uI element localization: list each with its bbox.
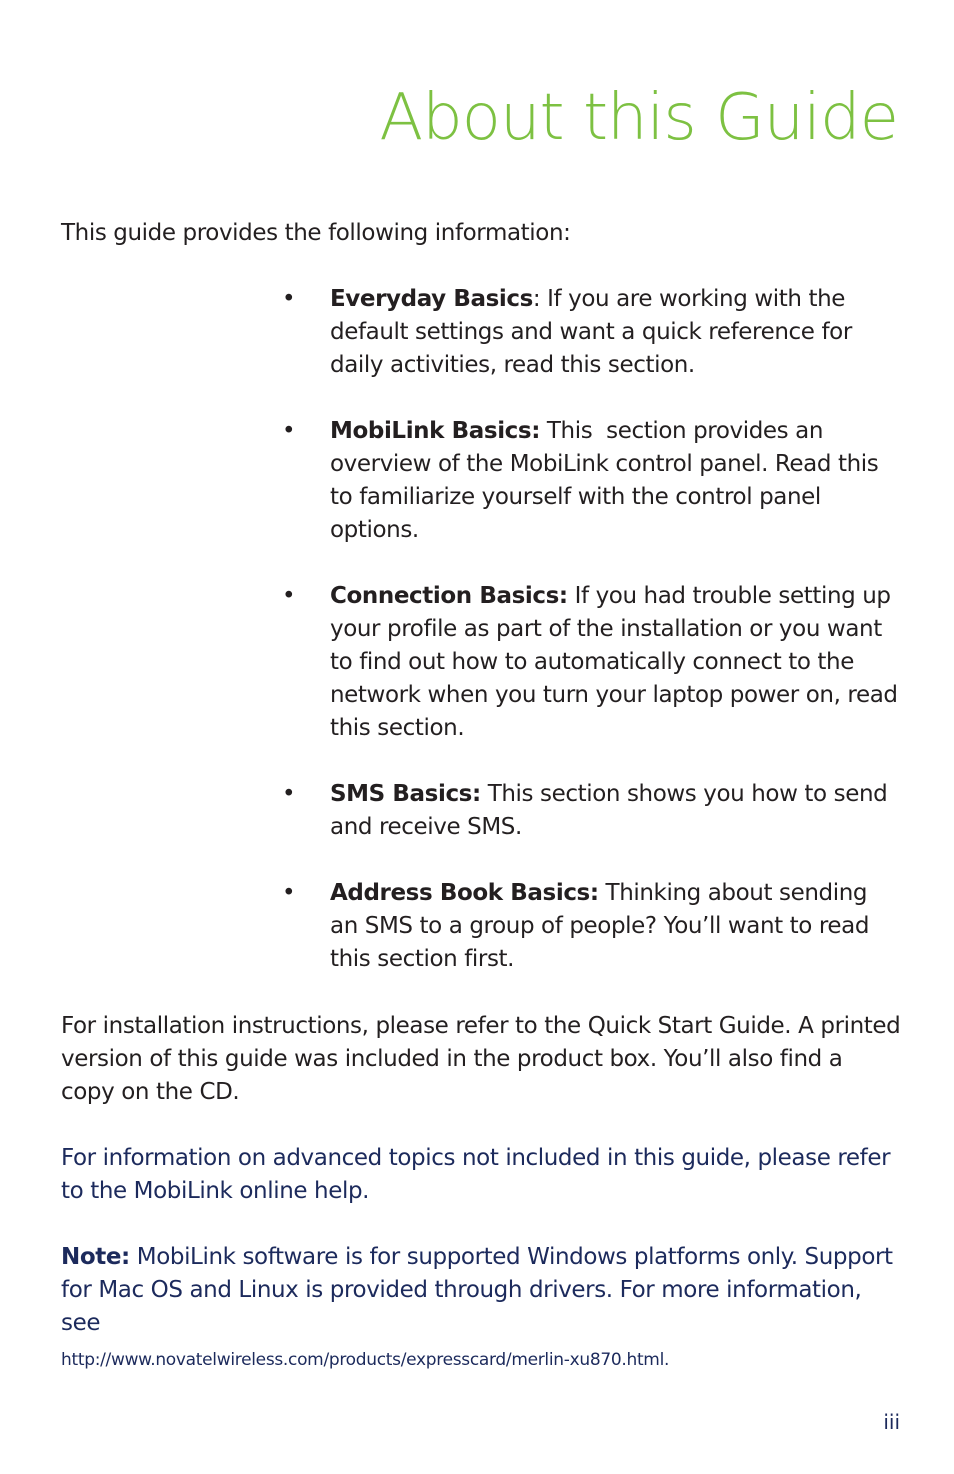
list-item-mobilink-basics <box>280 415 900 547</box>
bullet-icon: • <box>282 286 296 312</box>
list-item-term: Address Book Basics: <box>330 880 599 906</box>
bullet-icon: • <box>282 880 296 906</box>
list-item-term: SMS Basics: <box>330 781 481 807</box>
list-item-description: This section shows you how to send and receive SMS. <box>330 781 888 840</box>
intro-text: This guide provides the following information: <box>61 220 571 246</box>
list-item-everyday-basics <box>280 283 900 382</box>
list-item-term: MobiLink Basics: <box>330 418 540 444</box>
note-paragraph <box>61 1241 901 1340</box>
list-item-description: This section provides an overview of the MobiLink control panel. Read this to familiarize yourself with the control panel options. <box>330 418 886 543</box>
list-item-connection-basics <box>280 580 900 745</box>
bullet-icon: • <box>282 418 296 444</box>
note-label: Note: <box>61 1244 130 1270</box>
advanced-topics-paragraph: For information on advanced topics not included in this guide, please refer to the MobiLink online help. <box>61 1145 891 1204</box>
section-list <box>280 283 900 1009</box>
installation-paragraph: For installation instructions, please refer to the Quick Start Guide. A printed version of this guide was included in the product box. You’ll also find a copy on the CD. <box>61 1013 901 1105</box>
list-item-description: : If you are working with the default settings and want a quick reference for daily activities, read this section. <box>330 286 852 378</box>
page-title: About this Guide <box>379 81 898 155</box>
page-number: iii <box>883 1410 900 1434</box>
list-item-sms-basics <box>280 778 900 844</box>
bullet-icon: • <box>282 781 296 807</box>
product-url-link[interactable]: http://www.novatelwireless.com/products/expresscard/merlin-xu870.html <box>61 1350 664 1370</box>
list-item-description: Thinking about sending an SMS to a group of people? You’ll want to read this section first. <box>330 880 870 972</box>
list-item-term: Everyday Basics <box>330 286 533 312</box>
bullet-icon: • <box>282 583 296 609</box>
list-item-term: Connection Basics: <box>330 583 568 609</box>
list-item-address-book-basics <box>280 877 900 976</box>
url-period: . <box>664 1350 670 1370</box>
list-item-description: If you had trouble setting up your profile as part of the installation or you want to find out how to automatically connect to the network when you turn your laptop power on, read this section. <box>330 583 898 741</box>
product-url-line <box>61 1347 669 1373</box>
note-text: MobiLink software is for supported Windows platforms only. Support for Mac OS and Linux is provided through drivers. For more information, see <box>61 1244 893 1336</box>
